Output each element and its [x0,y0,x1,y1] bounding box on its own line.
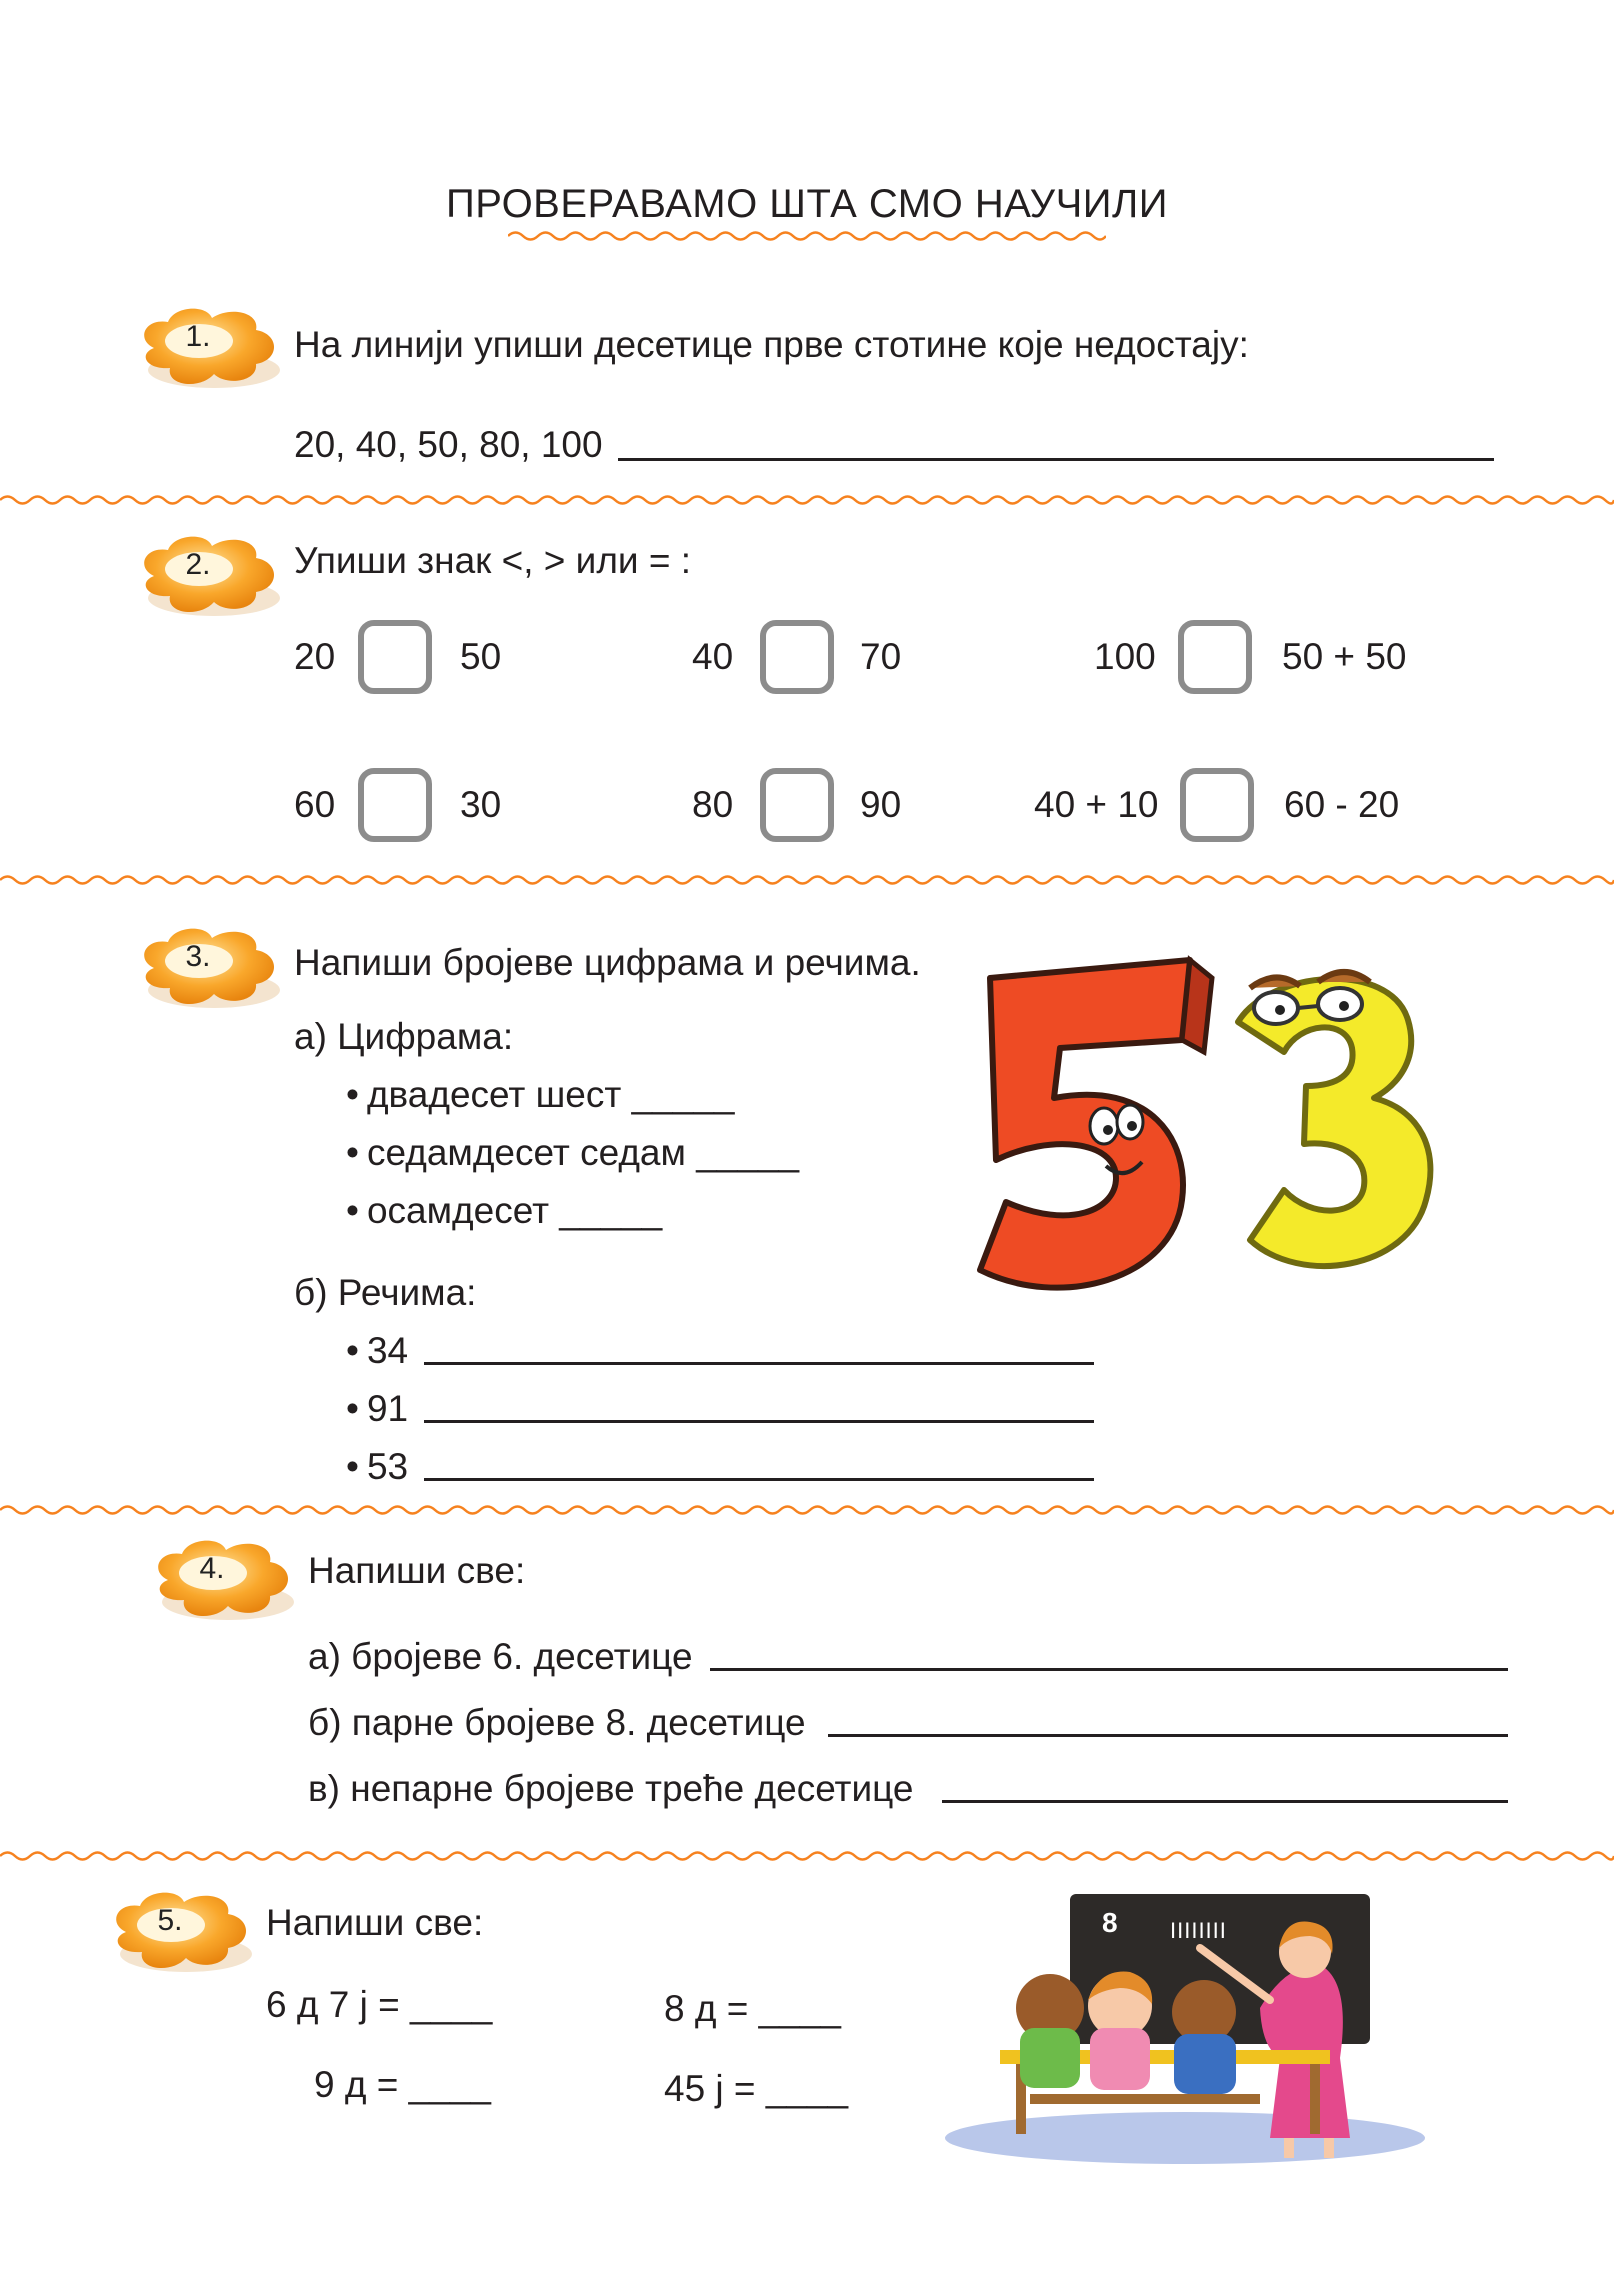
task4-answer-line[interactable] [710,1668,1508,1671]
task5-badge [106,1888,256,1980]
task3-answer-line[interactable] [424,1362,1094,1365]
cartoon-five-icon [980,960,1212,1288]
compare-right: 50 + 50 [1282,636,1407,677]
chalkboard-number: 8 [1102,1907,1118,1938]
task1-badge [134,304,284,396]
task3-part-a-item: • седамдесет седам _____ [346,1132,799,1174]
section-divider-wave [0,1848,1614,1864]
compare-right: 90 [860,784,902,825]
compare-left: 60 [294,784,336,825]
task3-part-b-item: • 53 [346,1446,408,1488]
compare-left: 100 [1094,636,1156,677]
classroom-illustration [940,1888,1430,2168]
section-divider-wave [0,1502,1614,1518]
task3-answer-line[interactable] [424,1478,1094,1481]
task1-sequence: 20, 40, 50, 80, 100 [294,424,603,465]
child-icon [1172,1980,1236,2094]
title-underline-wave [508,228,1106,244]
child-icon [1088,1972,1152,2090]
page-title [0,182,1614,227]
task3-part-a-label: а) Цифрама: [294,1016,514,1057]
task4-item: а) бројеве 6. десетице [308,1636,693,1677]
task3-part-b-label: б) Речима: [294,1272,477,1313]
task3-number: 3. [185,940,211,973]
task3-part-b-item: • 91 [346,1388,408,1430]
compare-right: 70 [860,636,902,677]
compare-left: 40 [692,636,734,677]
task2-instruction: Упиши знак <, > или = : [294,540,692,581]
task5-item: 6 д 7 ј = ____ [266,1984,493,2025]
task5-number: 5. [157,1904,183,1937]
task5-item: 8 д = ____ [664,1988,841,2029]
task5-item: 9 д = ____ [314,2064,491,2105]
section-divider-wave [0,492,1614,508]
compare-right: 30 [460,784,502,825]
task1-instruction: На линији упиши десетице прве стотине које недостају: [294,324,1249,365]
section-divider-wave [0,872,1614,888]
task3-part-a-item: • осамдесет _____ [346,1190,662,1232]
task4-item: в) непарне бројеве треће десетице [308,1768,914,1809]
page-title-text: ПРОВЕРАВАМО ШТА СМО НАУЧИЛИ [446,182,1168,226]
task5-instruction: Напиши све: [266,1902,484,1943]
chalkboard-tally: IIIIIIII [1170,1918,1227,1943]
task4-badge [148,1536,298,1628]
task5-item: 45 ј = ____ [664,2068,849,2109]
compare-answer-box[interactable] [758,618,836,696]
task3-answer-line[interactable] [424,1420,1094,1423]
compare-left: 80 [692,784,734,825]
task1-number: 1. [185,320,211,353]
compare-left: 20 [294,636,336,677]
task3-badge [134,924,284,1016]
compare-answer-box[interactable] [1178,766,1256,844]
task4-number: 4. [199,1552,225,1585]
compare-right: 50 [460,636,502,677]
compare-answer-box[interactable] [356,618,434,696]
compare-right: 60 - 20 [1284,784,1400,825]
task4-item: б) парне бројеве 8. десетице [308,1702,806,1743]
task2-badge [134,532,284,624]
compare-left: 40 + 10 [1034,784,1159,825]
child-icon [1016,1974,1084,2088]
number-53-cartoon-illustration [920,930,1480,1310]
cartoon-three-icon [1238,972,1430,1266]
task4-answer-line[interactable] [942,1800,1508,1803]
task2-number: 2. [185,548,211,581]
compare-answer-box[interactable] [356,766,434,844]
task4-instruction: Напиши све: [308,1550,526,1591]
task3-part-b-item: • 34 [346,1330,408,1372]
compare-answer-box[interactable] [758,766,836,844]
task1-answer-line[interactable] [618,458,1494,461]
compare-answer-box[interactable] [1176,618,1254,696]
task4-answer-line[interactable] [828,1734,1508,1737]
task3-instruction: Напиши бројеве цифрама и речима. [294,942,921,983]
task3-part-a-item: • двадесет шест _____ [346,1074,735,1116]
